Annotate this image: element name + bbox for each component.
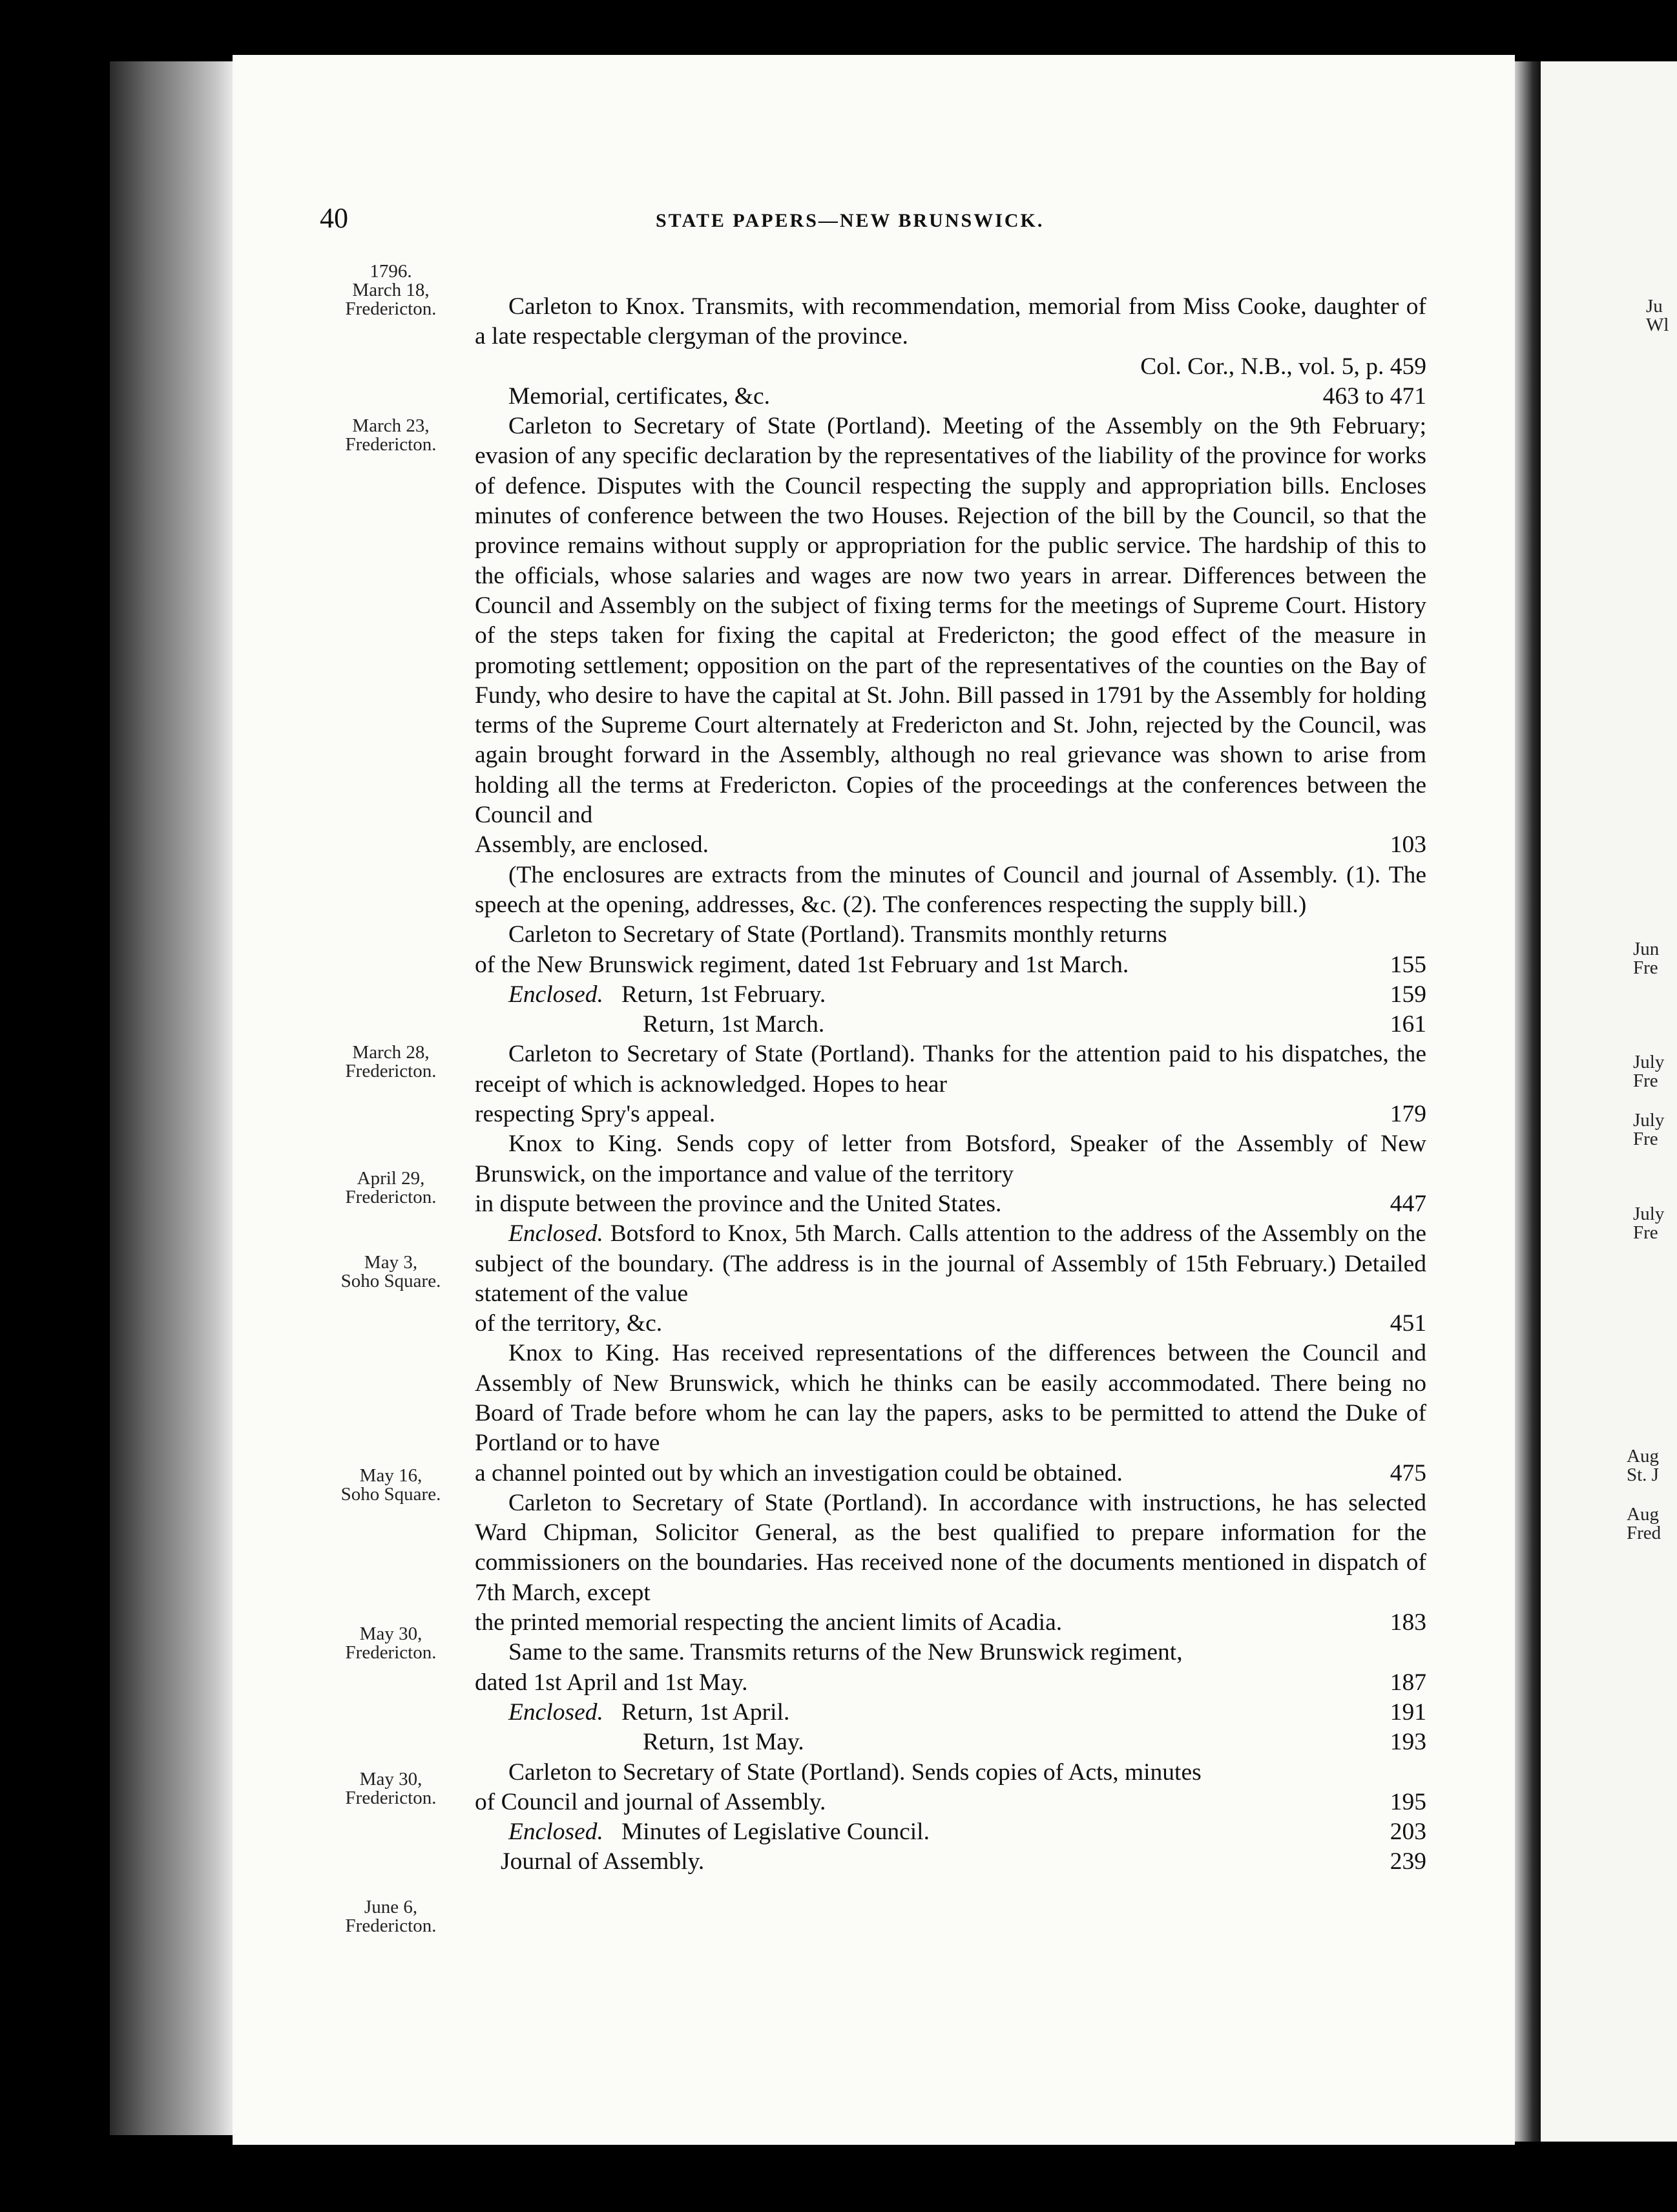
archive-reference: Col. Cor., N.B., vol. 5, p. 459	[1140, 353, 1426, 380]
entry-last-line: respecting Spry's appeal. 179	[475, 1100, 1426, 1129]
entry	[475, 1039, 1426, 1129]
page-reference: 463 to 471	[1322, 382, 1426, 410]
entry	[475, 920, 1426, 1039]
facing-page-fragment: Aug St. J	[1627, 1446, 1659, 1485]
margin-date: March 23,	[352, 415, 430, 436]
entry-text: Carleton to Secretary of State (Portland). Meeting of the Assembly on the 9th February; evasion of any specific declaration by the representatives of the liability of the province for works of defence. Disputes with the Council respecting the supply and appropriation bills. Encloses minutes of conference between the two Houses. Rejection of the bill by the Council, so that the province remains without supply or appropriation for the public service. The hardship of this to the officials, whose salaries and wages are now two years in arrear. Differences between the Council and Assembly on the subject of fixing terms for the meetings of Supreme Court. History of the steps taken for fixing the capital at Fredericton; the good effect of the measure in promoting settlement; opposition on the part of the representatives of the counties on the Bay of Fundy, who desire to have the capital at St. John. Bill passed in 1791 by the Assembly for holding terms of the Supreme Court alternately at Fredericton and St. John, rejected by the Council, was again brought forward in the Assembly, although no real grievance was shown to arise from holding all the terms at Fredericton. Copies of the proceedings at the conferences between the Council and	[475, 413, 1426, 829]
page-reference: 451	[1390, 1310, 1426, 1337]
entry-text: Carleton to Secretary of State (Portland). In accordance with instructions, he has selected Ward Chipman, Solicitor General, as the best qualified to prepare information for the commissioners on the boundaries. Has received none of the documents mentioned in dispatch of 7th March, except	[475, 1489, 1426, 1606]
calendar-entries	[475, 292, 1426, 1877]
entry-last-line: the printed memorial respecting the ancient limits of Acadia. 183	[475, 1608, 1426, 1638]
enclosure-line: Enclosed. Minutes of Legislative Council. 203	[475, 1817, 1426, 1847]
margin-place: Fredericton.	[345, 434, 437, 455]
margin-date: March 28,	[352, 1042, 430, 1063]
page-reference: 191	[1390, 1698, 1426, 1726]
margin-year: 1796.	[370, 261, 412, 282]
facing-page-fragment: July Fre	[1633, 1052, 1665, 1091]
entry-last-line: of the territory, &c. 451	[475, 1309, 1426, 1339]
margin-note	[320, 1466, 462, 1504]
entry-text: Knox to King. Sends copy of letter from Botsford, Speaker of the Assembly of New Brunswick, on the importance and value of the territory	[475, 1131, 1426, 1187]
margin-place: Fredericton.	[345, 1915, 437, 1936]
enclosure-line: Journal of Assembly. 239	[475, 1847, 1426, 1877]
entry-text: Carleton to Knox. Transmits, with recommendation, memorial from Miss Cooke, daughter of a late respectable clergyman of the province.	[475, 293, 1426, 350]
book-page-edge	[110, 61, 236, 2135]
margin-note	[320, 1169, 462, 1207]
margin-place: Fredericton.	[345, 1642, 437, 1663]
page-reference: 195	[1390, 1788, 1426, 1815]
page-number: 40	[320, 202, 348, 234]
page-reference: 183	[1390, 1609, 1426, 1636]
entry-last-line: dated 1st April and 1st May. 187	[475, 1668, 1426, 1698]
entry	[475, 1339, 1426, 1488]
entry-text: Same to the same. Transmits returns of the New Brunswick regiment,	[508, 1639, 1183, 1666]
margin-place: Fredericton.	[345, 1187, 437, 1207]
margin-date: March 18,	[352, 280, 430, 300]
running-head: STATE PAPERS—NEW BRUNSWICK.	[656, 210, 1045, 231]
facing-page-fragment: July Fre	[1633, 1110, 1665, 1149]
margin-note	[320, 1898, 462, 1936]
margin-place: Fredericton.	[345, 1061, 437, 1081]
entry-last-line: in dispute between the province and the United States. 447	[475, 1189, 1426, 1219]
entry-last-line: Assembly, are enclosed. 103	[475, 830, 1426, 860]
page-reference: 179	[1390, 1101, 1426, 1128]
enclosure-note: (The enclosures are extracts from the minutes of Council and journal of Assembly. (1). The speech at the opening, addresses, &c. (2). The conferences respecting the supply bill.)	[475, 861, 1426, 918]
entry-text: Carleton to Secretary of State (Portland). Sends copies of Acts, minutes	[508, 1758, 1202, 1786]
page-reference: 203	[1390, 1819, 1426, 1846]
margin-date: May 16,	[359, 1465, 422, 1486]
margin-note	[320, 417, 462, 454]
margin-place: Soho Square.	[340, 1484, 441, 1505]
margin-note	[320, 1625, 462, 1662]
entry-last-line: of Council and journal of Assembly. 195	[475, 1788, 1426, 1817]
page-reference: 159	[1390, 981, 1426, 1008]
margin-date: May 3,	[364, 1252, 418, 1273]
margin-date: May 30,	[359, 1623, 422, 1644]
margin-date: May 30,	[359, 1769, 422, 1789]
margin-place: Soho Square.	[340, 1271, 441, 1291]
facing-page-fragment: Jun Fre	[1633, 939, 1660, 978]
entry	[475, 1758, 1426, 1877]
margin-note	[320, 262, 462, 318]
margin-date: June 6,	[364, 1897, 418, 1917]
page-reference: 155	[1390, 951, 1426, 978]
margin-note	[320, 1253, 462, 1291]
enclosure-line: Return, 1st March. 161	[475, 1010, 1426, 1039]
enclosure-line: Enclosed. Return, 1st February. 159	[475, 980, 1426, 1010]
margin-date: April 29,	[357, 1168, 425, 1189]
margin-place: Fredericton.	[345, 1788, 437, 1808]
enclosure-line: Memorial, certificates, &c. 463 to 471	[475, 382, 1426, 412]
entry-text: Knox to King. Has received representations of the differences between the Council and Assembly of New Brunswick, which he thinks can be easily accommodated. There being no Board of Trade before whom he can lay the papers, asks to be permitted to attend the Duke of Portland or to have	[475, 1340, 1426, 1457]
page-reference: 193	[1390, 1729, 1426, 1756]
page-reference: 475	[1390, 1459, 1426, 1487]
entry	[475, 1129, 1426, 1339]
facing-page-fragment: July Fre	[1633, 1204, 1665, 1243]
entry-last-line: a channel pointed out by which an investigation could be obtained. 475	[475, 1459, 1426, 1488]
margin-place: Fredericton.	[345, 298, 437, 319]
facing-page-fragment: Ju Wl	[1646, 296, 1669, 335]
margin-note	[320, 1043, 462, 1081]
page-reference: 161	[1390, 1011, 1426, 1038]
page-reference: 187	[1390, 1669, 1426, 1696]
margin-note	[320, 1770, 462, 1808]
entry-last-line: of the New Brunswick regiment, dated 1st February and 1st March. 155	[475, 950, 1426, 980]
enclosure-line: Return, 1st May. 193	[475, 1727, 1426, 1757]
page-reference: 239	[1390, 1848, 1426, 1875]
enclosure-text: Enclosed. Botsford to Knox, 5th March. Calls attention to the address of the Assembly on the subject of the boundary. (The address is in the journal of Assembly of 15th February.) Detailed statement of the value	[475, 1220, 1426, 1307]
entry	[475, 292, 1426, 412]
facing-page-fragment: Aug Fred	[1627, 1504, 1661, 1543]
page-reference: 447	[1390, 1190, 1426, 1217]
entry	[475, 1638, 1426, 1757]
enclosure-line: Enclosed. Return, 1st April. 191	[475, 1698, 1426, 1727]
page-reference: 103	[1390, 831, 1426, 859]
facing-page	[1541, 61, 1677, 2142]
entry-text: Carleton to Secretary of State (Portland). Thanks for the attention paid to his dispatches, the receipt of which is acknowledged. Hopes to hear	[475, 1041, 1426, 1098]
book-gutter	[1515, 61, 1541, 2142]
entry	[475, 1488, 1426, 1638]
entry-text: Carleton to Secretary of State (Portland). Transmits monthly returns	[508, 921, 1167, 948]
entry	[475, 412, 1426, 920]
